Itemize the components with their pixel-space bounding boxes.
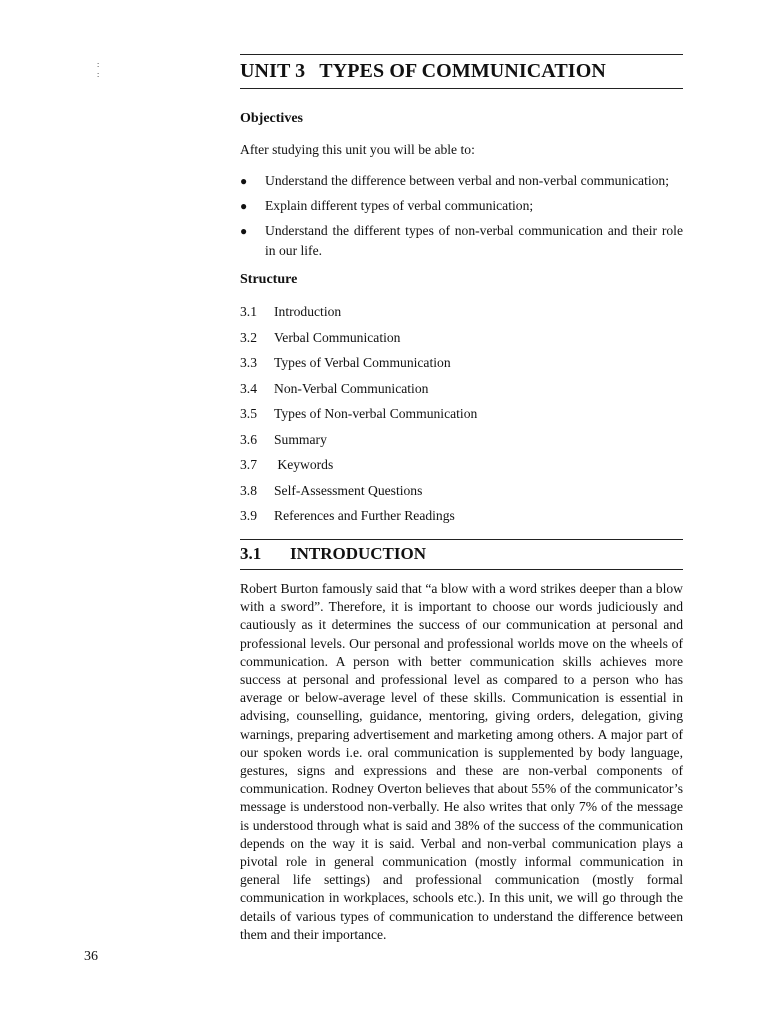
structure-item: 3.2 Verbal Communication (240, 329, 401, 345)
structure-item: 3.7 Keywords (240, 457, 334, 472)
structure-heading: Structure (240, 272, 298, 287)
margin-mark: : (97, 60, 100, 69)
structure-list (240, 303, 477, 533)
bullet-icon: ● (240, 199, 248, 213)
structure-item: 3.9 References and Further Readings (240, 508, 455, 523)
bullet-icon: ● (240, 174, 248, 188)
page-content (240, 54, 683, 942)
objective-item: ● Understand the different types of non-verbal communication and their role in our life. (240, 223, 683, 258)
unit-number: UNIT 3 (240, 60, 306, 82)
structure-item: 3.5 Types of Non-verbal Communication (240, 406, 478, 421)
objectives-list (240, 171, 683, 261)
section-number: 3.1 (240, 544, 262, 563)
structure-item: 3.4 Non-Verbal Communication (240, 380, 429, 396)
introduction-paragraph: Robert Burton famously said that “a blow with a word strikes deeper than a blow with a sword”. Therefore, it is important to choose our words judiciously and cautiously as it determines the success of our communication at personal and professional levels. Our personal and professional worlds move on the wheels of communication. A person with better communication skills achieves more success at personal and professional level as compared to a person who has average or below-average level of these skills. Communication is essential in advising, counselling, guidance, mentoring, giving orders, delegation, giving warnings, preparing advertisement and marketing among others. A major part of our spoken words i.e. oral communication is supplemented by body language, gestures, signs and expressions and these are non-verbal components of communication. Rodney Overton believes that about 55% of the communicator’s message is understood non-verbally. He also writes that only 7% of the message is understood through what is said and 38% of the success of the communication depends on the way it is said. Verbal and non-verbal communication plays a pivotal role in general communication (mostly informal communication in general life settings) and professional communication (mostly formal communication in workplaces, schools etc.). In this unit, we will go through the details of various types of communication to understand the difference between them and their importance. (240, 581, 683, 942)
unit-title (240, 55, 683, 89)
objective-item: ● Explain different types of verbal communication; (240, 196, 683, 216)
structure-item: 3.6 Summary (240, 431, 327, 447)
page-number: 36 (84, 949, 98, 964)
section-title: INTRODUCTION (290, 544, 427, 563)
margin-marks (97, 60, 99, 80)
objectives-heading: Objectives (240, 111, 303, 126)
bullet-icon: ● (240, 224, 248, 238)
structure-item: 3.1 Introduction (240, 304, 342, 319)
margin-mark: : (97, 70, 100, 79)
objective-item: ● Understand the difference between verbal and non-verbal communication; (240, 171, 683, 191)
structure-item: 3.3 Types of Verbal Communication (240, 355, 451, 370)
structure-item: 3.8 Self-Assessment Questions (240, 482, 423, 498)
introduction-heading (240, 539, 683, 570)
objectives-intro: After studying this unit you will be able to: (240, 142, 475, 157)
unit-title-text: TYPES OF COMMUNICATION (319, 60, 606, 82)
